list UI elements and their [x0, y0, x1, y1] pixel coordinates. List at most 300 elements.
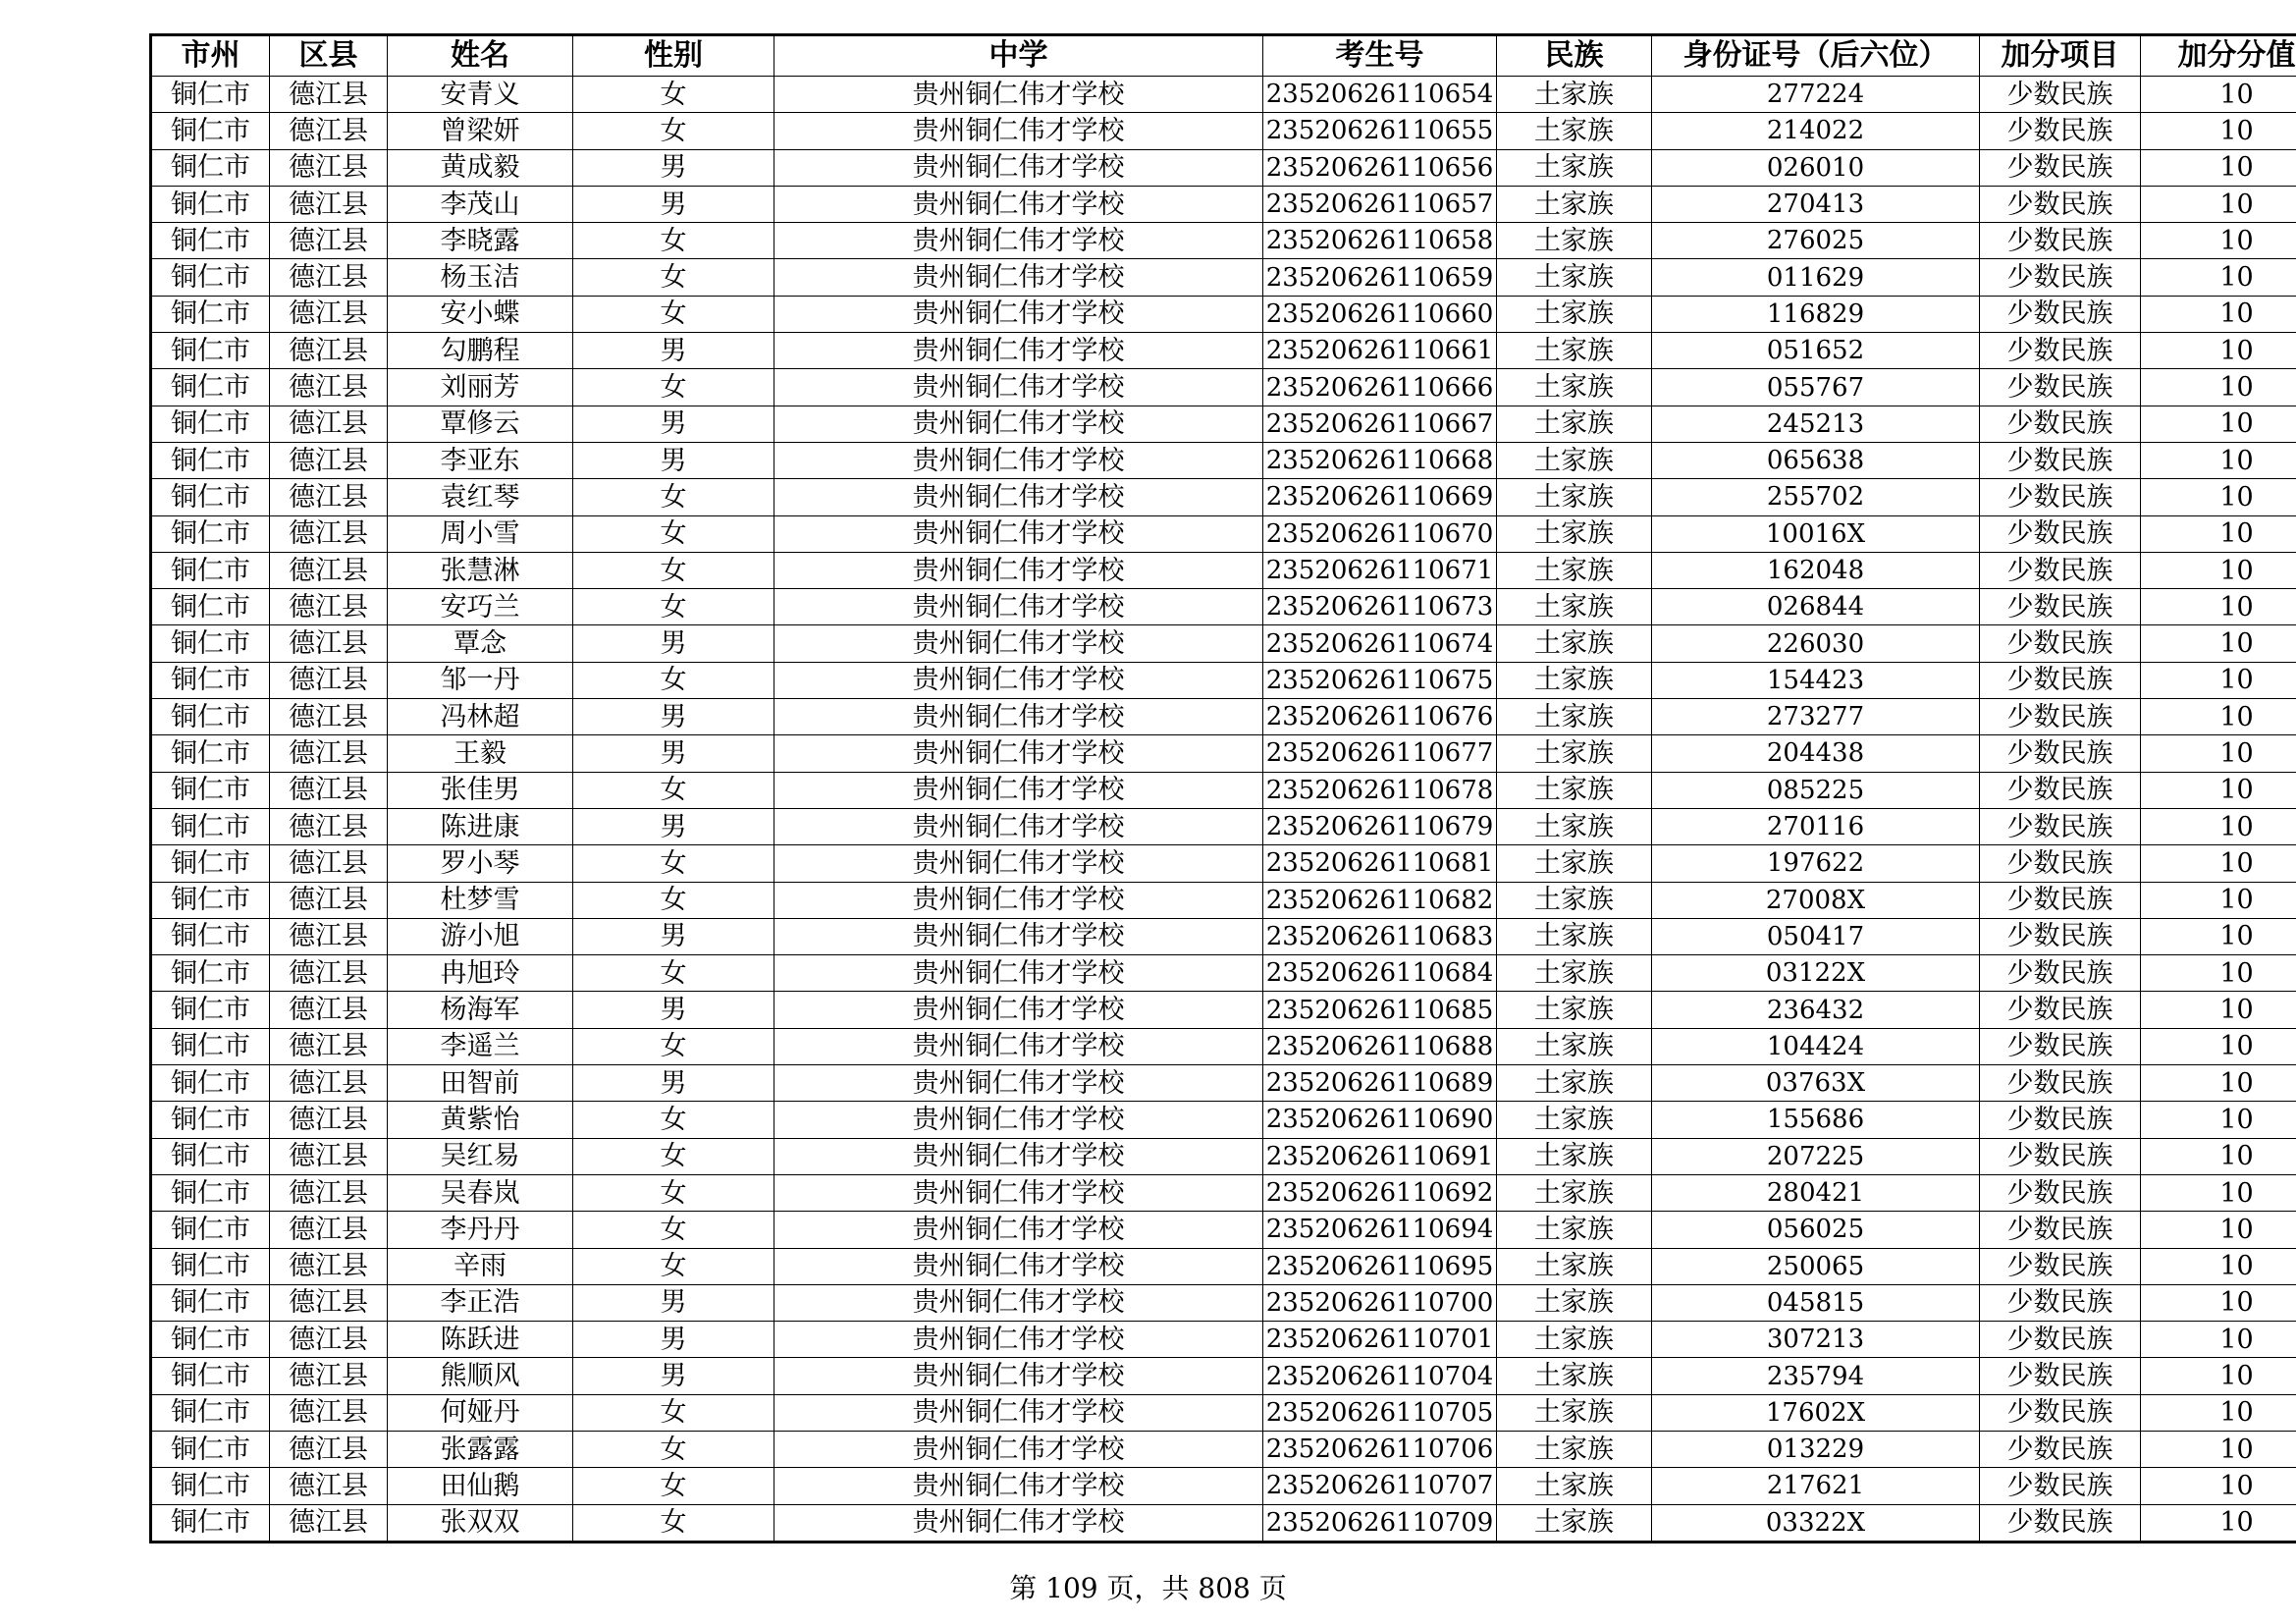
exam-number-cell: 23520626110658 [1263, 223, 1497, 259]
gender-cell: 男 [573, 1065, 774, 1102]
column-header-name: 姓名 [388, 35, 573, 77]
city-cell: 铜仁市 [151, 369, 270, 406]
gender-cell: 女 [573, 1468, 774, 1504]
city-cell: 铜仁市 [151, 662, 270, 698]
county-cell: 德江县 [270, 479, 388, 515]
id-suffix-cell: 250065 [1652, 1248, 1980, 1284]
school-cell: 贵州铜仁伟才学校 [774, 589, 1263, 625]
county-cell: 德江县 [270, 259, 388, 296]
table-row [151, 149, 2296, 186]
id-suffix-cell: 236432 [1652, 992, 1980, 1028]
county-cell: 德江县 [270, 1431, 388, 1467]
bonus-value-cell: 10 [2141, 552, 2296, 588]
gender-cell: 女 [573, 369, 774, 406]
name-cell: 田仙鹅 [388, 1468, 573, 1504]
table-row [151, 1394, 2296, 1431]
ethnicity-cell: 土家族 [1497, 1284, 1652, 1321]
bonus-points-table [149, 33, 2296, 1543]
county-cell: 德江县 [270, 333, 388, 369]
county-cell: 德江县 [270, 1248, 388, 1284]
table-row [151, 882, 2296, 918]
bonus-item-cell: 少数民族 [1980, 882, 2141, 918]
gender-cell: 女 [573, 113, 774, 149]
bonus-item-cell: 少数民族 [1980, 223, 2141, 259]
exam-number-cell: 23520626110655 [1263, 113, 1497, 149]
bonus-value-cell: 10 [2141, 992, 2296, 1028]
table-row [151, 1174, 2296, 1211]
county-cell: 德江县 [270, 552, 388, 588]
gender-cell: 女 [573, 955, 774, 992]
id-suffix-cell: 277224 [1652, 77, 1980, 113]
school-cell: 贵州铜仁伟才学校 [774, 882, 1263, 918]
bonus-value-cell: 10 [2141, 1174, 2296, 1211]
bonus-item-cell: 少数民族 [1980, 296, 2141, 332]
county-cell: 德江县 [270, 1284, 388, 1321]
id-suffix-cell: 155686 [1652, 1102, 1980, 1138]
bonus-item-cell: 少数民族 [1980, 735, 2141, 772]
gender-cell: 女 [573, 882, 774, 918]
gender-cell: 女 [573, 845, 774, 882]
school-cell: 贵州铜仁伟才学校 [774, 333, 1263, 369]
name-cell: 游小旭 [388, 918, 573, 954]
county-cell: 德江县 [270, 735, 388, 772]
city-cell: 铜仁市 [151, 113, 270, 149]
ethnicity-cell: 土家族 [1497, 808, 1652, 844]
school-cell: 贵州铜仁伟才学校 [774, 992, 1263, 1028]
name-cell: 罗小琴 [388, 845, 573, 882]
gender-cell: 女 [573, 1138, 774, 1174]
name-cell: 安小蝶 [388, 296, 573, 332]
city-cell: 铜仁市 [151, 625, 270, 662]
school-cell: 贵州铜仁伟才学校 [774, 77, 1263, 113]
exam-number-cell: 23520626110681 [1263, 845, 1497, 882]
bonus-value-cell: 10 [2141, 1065, 2296, 1102]
gender-cell: 男 [573, 333, 774, 369]
exam-number-cell: 23520626110677 [1263, 735, 1497, 772]
id-suffix-cell: 10016X [1652, 515, 1980, 552]
gender-cell: 女 [573, 1431, 774, 1467]
gender-cell: 女 [573, 296, 774, 332]
table-row [151, 1284, 2296, 1321]
gender-cell: 男 [573, 625, 774, 662]
county-cell: 德江县 [270, 369, 388, 406]
school-cell: 贵州铜仁伟才学校 [774, 1284, 1263, 1321]
id-suffix-cell: 280421 [1652, 1174, 1980, 1211]
table-row [151, 699, 2296, 735]
id-suffix-cell: 104424 [1652, 1028, 1980, 1064]
bonus-item-cell: 少数民族 [1980, 259, 2141, 296]
city-cell: 铜仁市 [151, 406, 270, 442]
city-cell: 铜仁市 [151, 552, 270, 588]
bonus-item-cell: 少数民族 [1980, 1028, 2141, 1064]
bonus-value-cell: 10 [2141, 149, 2296, 186]
ethnicity-cell: 土家族 [1497, 1174, 1652, 1211]
table-row [151, 662, 2296, 698]
exam-number-cell: 23520626110691 [1263, 1138, 1497, 1174]
school-cell: 贵州铜仁伟才学校 [774, 1212, 1263, 1248]
exam-number-cell: 23520626110707 [1263, 1468, 1497, 1504]
name-cell: 刘丽芳 [388, 369, 573, 406]
bonus-value-cell: 10 [2141, 955, 2296, 992]
table-row [151, 113, 2296, 149]
bonus-value-cell: 10 [2141, 1248, 2296, 1284]
bonus-item-cell: 少数民族 [1980, 113, 2141, 149]
name-cell: 陈跃进 [388, 1322, 573, 1358]
bonus-item-cell: 少数民族 [1980, 1394, 2141, 1431]
school-cell: 贵州铜仁伟才学校 [774, 1468, 1263, 1504]
table-row [151, 442, 2296, 478]
exam-number-cell: 23520626110684 [1263, 955, 1497, 992]
exam-number-cell: 23520626110676 [1263, 699, 1497, 735]
name-cell: 李亚东 [388, 442, 573, 478]
county-cell: 德江县 [270, 1065, 388, 1102]
table-row [151, 918, 2296, 954]
exam-number-cell: 23520626110701 [1263, 1322, 1497, 1358]
table-row [151, 1212, 2296, 1248]
bonus-item-cell: 少数民族 [1980, 406, 2141, 442]
school-cell: 贵州铜仁伟才学校 [774, 699, 1263, 735]
exam-number-cell: 23520626110705 [1263, 1394, 1497, 1431]
county-cell: 德江县 [270, 918, 388, 954]
id-suffix-cell: 217621 [1652, 1468, 1980, 1504]
exam-number-cell: 23520626110682 [1263, 882, 1497, 918]
name-cell: 辛雨 [388, 1248, 573, 1284]
school-cell: 贵州铜仁伟才学校 [774, 735, 1263, 772]
gender-cell: 女 [573, 772, 774, 808]
table-row [151, 808, 2296, 844]
ethnicity-cell: 土家族 [1497, 186, 1652, 222]
school-cell: 贵州铜仁伟才学校 [774, 1138, 1263, 1174]
ethnicity-cell: 土家族 [1497, 1028, 1652, 1064]
bonus-value-cell: 10 [2141, 333, 2296, 369]
name-cell: 吴红易 [388, 1138, 573, 1174]
bonus-value-cell: 10 [2141, 1358, 2296, 1394]
name-cell: 李茂山 [388, 186, 573, 222]
id-suffix-cell: 270116 [1652, 808, 1980, 844]
id-suffix-cell: 045815 [1652, 1284, 1980, 1321]
name-cell: 勾鹏程 [388, 333, 573, 369]
exam-number-cell: 23520626110679 [1263, 808, 1497, 844]
bonus-value-cell: 10 [2141, 1394, 2296, 1431]
bonus-item-cell: 少数民族 [1980, 1212, 2141, 1248]
name-cell: 张慧淋 [388, 552, 573, 588]
city-cell: 铜仁市 [151, 955, 270, 992]
table-row [151, 333, 2296, 369]
bonus-value-cell: 10 [2141, 662, 2296, 698]
table-row [151, 1102, 2296, 1138]
bonus-value-cell: 10 [2141, 186, 2296, 222]
name-cell: 张双双 [388, 1504, 573, 1542]
table-row [151, 552, 2296, 588]
ethnicity-cell: 土家族 [1497, 1431, 1652, 1467]
id-suffix-cell: 27008X [1652, 882, 1980, 918]
school-cell: 贵州铜仁伟才学校 [774, 479, 1263, 515]
ethnicity-cell: 土家族 [1497, 1394, 1652, 1431]
school-cell: 贵州铜仁伟才学校 [774, 369, 1263, 406]
ethnicity-cell: 土家族 [1497, 589, 1652, 625]
school-cell: 贵州铜仁伟才学校 [774, 259, 1263, 296]
school-cell: 贵州铜仁伟才学校 [774, 808, 1263, 844]
bonus-item-cell: 少数民族 [1980, 1065, 2141, 1102]
bonus-item-cell: 少数民族 [1980, 918, 2141, 954]
bonus-item-cell: 少数民族 [1980, 699, 2141, 735]
city-cell: 铜仁市 [151, 1284, 270, 1321]
ethnicity-cell: 土家族 [1497, 77, 1652, 113]
school-cell: 贵州铜仁伟才学校 [774, 296, 1263, 332]
county-cell: 德江县 [270, 186, 388, 222]
school-cell: 贵州铜仁伟才学校 [774, 1102, 1263, 1138]
name-cell: 曾梁妍 [388, 113, 573, 149]
bonus-item-cell: 少数民族 [1980, 1504, 2141, 1542]
school-cell: 贵州铜仁伟才学校 [774, 625, 1263, 662]
name-cell: 张露露 [388, 1431, 573, 1467]
county-cell: 德江县 [270, 223, 388, 259]
table-row [151, 296, 2296, 332]
bonus-item-cell: 少数民族 [1980, 515, 2141, 552]
county-cell: 德江县 [270, 992, 388, 1028]
table-row [151, 186, 2296, 222]
name-cell: 袁红琴 [388, 479, 573, 515]
name-cell: 杨玉洁 [388, 259, 573, 296]
bonus-item-cell: 少数民族 [1980, 992, 2141, 1028]
gender-cell: 女 [573, 1248, 774, 1284]
ethnicity-cell: 土家族 [1497, 1065, 1652, 1102]
id-suffix-cell: 050417 [1652, 918, 1980, 954]
bonus-item-cell: 少数民族 [1980, 662, 2141, 698]
city-cell: 铜仁市 [151, 1322, 270, 1358]
gender-cell: 女 [573, 1504, 774, 1542]
column-header-exam-number: 考生号 [1263, 35, 1497, 77]
ethnicity-cell: 土家族 [1497, 735, 1652, 772]
city-cell: 铜仁市 [151, 992, 270, 1028]
exam-number-cell: 23520626110660 [1263, 296, 1497, 332]
bonus-value-cell: 10 [2141, 296, 2296, 332]
name-cell: 杜梦雪 [388, 882, 573, 918]
name-cell: 冯林超 [388, 699, 573, 735]
bonus-value-cell: 10 [2141, 113, 2296, 149]
gender-cell: 男 [573, 735, 774, 772]
name-cell: 黄成毅 [388, 149, 573, 186]
school-cell: 贵州铜仁伟才学校 [774, 186, 1263, 222]
county-cell: 德江县 [270, 77, 388, 113]
ethnicity-cell: 土家族 [1497, 1248, 1652, 1284]
table-row [151, 479, 2296, 515]
id-suffix-cell: 197622 [1652, 845, 1980, 882]
exam-number-cell: 23520626110685 [1263, 992, 1497, 1028]
city-cell: 铜仁市 [151, 515, 270, 552]
name-cell: 李正浩 [388, 1284, 573, 1321]
bonus-item-cell: 少数民族 [1980, 1284, 2141, 1321]
id-suffix-cell: 204438 [1652, 735, 1980, 772]
ethnicity-cell: 土家族 [1497, 442, 1652, 478]
column-header-school: 中学 [774, 35, 1263, 77]
bonus-item-cell: 少数民族 [1980, 149, 2141, 186]
exam-number-cell: 23520626110695 [1263, 1248, 1497, 1284]
table-row [151, 992, 2296, 1028]
bonus-value-cell: 10 [2141, 589, 2296, 625]
county-cell: 德江县 [270, 1468, 388, 1504]
table-row [151, 955, 2296, 992]
name-cell: 黄紫怡 [388, 1102, 573, 1138]
id-suffix-cell: 245213 [1652, 406, 1980, 442]
bonus-value-cell: 10 [2141, 223, 2296, 259]
bonus-value-cell: 10 [2141, 369, 2296, 406]
city-cell: 铜仁市 [151, 1394, 270, 1431]
bonus-item-cell: 少数民族 [1980, 1358, 2141, 1394]
city-cell: 铜仁市 [151, 845, 270, 882]
name-cell: 王毅 [388, 735, 573, 772]
exam-number-cell: 23520626110690 [1263, 1102, 1497, 1138]
table-row [151, 625, 2296, 662]
exam-number-cell: 23520626110694 [1263, 1212, 1497, 1248]
ethnicity-cell: 土家族 [1497, 1212, 1652, 1248]
bonus-value-cell: 10 [2141, 1504, 2296, 1542]
school-cell: 贵州铜仁伟才学校 [774, 662, 1263, 698]
page-number-footer: 第 109 页，共 808 页 [1009, 1572, 1287, 1604]
id-suffix-cell: 154423 [1652, 662, 1980, 698]
exam-number-cell: 23520626110688 [1263, 1028, 1497, 1064]
column-header-county: 区县 [270, 35, 388, 77]
ethnicity-cell: 土家族 [1497, 1138, 1652, 1174]
id-suffix-cell: 03322X [1652, 1504, 1980, 1542]
county-cell: 德江县 [270, 1394, 388, 1431]
column-header-id-suffix: 身份证号（后六位） [1652, 35, 1980, 77]
gender-cell: 女 [573, 223, 774, 259]
ethnicity-cell: 土家族 [1497, 955, 1652, 992]
county-cell: 德江县 [270, 699, 388, 735]
ethnicity-cell: 土家族 [1497, 845, 1652, 882]
city-cell: 铜仁市 [151, 149, 270, 186]
gender-cell: 男 [573, 1322, 774, 1358]
name-cell: 李遥兰 [388, 1028, 573, 1064]
bonus-value-cell: 10 [2141, 1284, 2296, 1321]
bonus-value-cell: 10 [2141, 1468, 2296, 1504]
school-cell: 贵州铜仁伟才学校 [774, 515, 1263, 552]
gender-cell: 男 [573, 406, 774, 442]
exam-number-cell: 23520626110692 [1263, 1174, 1497, 1211]
ethnicity-cell: 土家族 [1497, 149, 1652, 186]
city-cell: 铜仁市 [151, 1174, 270, 1211]
exam-number-cell: 23520626110674 [1263, 625, 1497, 662]
id-suffix-cell: 013229 [1652, 1431, 1980, 1467]
gender-cell: 女 [573, 662, 774, 698]
table-row [151, 1138, 2296, 1174]
bonus-item-cell: 少数民族 [1980, 625, 2141, 662]
column-header-bonus-item: 加分项目 [1980, 35, 2141, 77]
gender-cell: 女 [573, 259, 774, 296]
name-cell: 安青义 [388, 77, 573, 113]
table-row [151, 1504, 2296, 1542]
id-suffix-cell: 270413 [1652, 186, 1980, 222]
ethnicity-cell: 土家族 [1497, 772, 1652, 808]
id-suffix-cell: 03122X [1652, 955, 1980, 992]
exam-number-cell: 23520626110678 [1263, 772, 1497, 808]
ethnicity-cell: 土家族 [1497, 113, 1652, 149]
county-cell: 德江县 [270, 442, 388, 478]
bonus-value-cell: 10 [2141, 918, 2296, 954]
bonus-value-cell: 10 [2141, 442, 2296, 478]
bonus-item-cell: 少数民族 [1980, 1431, 2141, 1467]
id-suffix-cell: 307213 [1652, 1322, 1980, 1358]
id-suffix-cell: 214022 [1652, 113, 1980, 149]
id-suffix-cell: 276025 [1652, 223, 1980, 259]
bonus-value-cell: 10 [2141, 1431, 2296, 1467]
exam-number-cell: 23520626110673 [1263, 589, 1497, 625]
id-suffix-cell: 162048 [1652, 552, 1980, 588]
header-row [151, 35, 2296, 77]
county-cell: 德江县 [270, 625, 388, 662]
table-row [151, 1431, 2296, 1467]
bonus-value-cell: 10 [2141, 77, 2296, 113]
school-cell: 贵州铜仁伟才学校 [774, 1028, 1263, 1064]
bonus-value-cell: 10 [2141, 625, 2296, 662]
ethnicity-cell: 土家族 [1497, 515, 1652, 552]
city-cell: 铜仁市 [151, 1028, 270, 1064]
id-suffix-cell: 226030 [1652, 625, 1980, 662]
table-row [151, 1322, 2296, 1358]
bonus-value-cell: 10 [2141, 845, 2296, 882]
id-suffix-cell: 026010 [1652, 149, 1980, 186]
school-cell: 贵州铜仁伟才学校 [774, 1394, 1263, 1431]
id-suffix-cell: 026844 [1652, 589, 1980, 625]
school-cell: 贵州铜仁伟才学校 [774, 918, 1263, 954]
id-suffix-cell: 273277 [1652, 699, 1980, 735]
table-row [151, 369, 2296, 406]
city-cell: 铜仁市 [151, 1102, 270, 1138]
gender-cell: 女 [573, 1102, 774, 1138]
ethnicity-cell: 土家族 [1497, 259, 1652, 296]
city-cell: 铜仁市 [151, 479, 270, 515]
id-suffix-cell: 055767 [1652, 369, 1980, 406]
exam-number-cell: 23520626110675 [1263, 662, 1497, 698]
exam-number-cell: 23520626110657 [1263, 186, 1497, 222]
bonus-item-cell: 少数民族 [1980, 479, 2141, 515]
city-cell: 铜仁市 [151, 589, 270, 625]
exam-number-cell: 23520626110670 [1263, 515, 1497, 552]
bonus-item-cell: 少数民族 [1980, 77, 2141, 113]
gender-cell: 女 [573, 1212, 774, 1248]
city-cell: 铜仁市 [151, 808, 270, 844]
city-cell: 铜仁市 [151, 186, 270, 222]
county-cell: 德江县 [270, 1138, 388, 1174]
ethnicity-cell: 土家族 [1497, 333, 1652, 369]
school-cell: 贵州铜仁伟才学校 [774, 845, 1263, 882]
bonus-item-cell: 少数民族 [1980, 552, 2141, 588]
name-cell: 吴春岚 [388, 1174, 573, 1211]
ethnicity-cell: 土家族 [1497, 662, 1652, 698]
county-cell: 德江县 [270, 662, 388, 698]
school-cell: 贵州铜仁伟才学校 [774, 1431, 1263, 1467]
id-suffix-cell: 235794 [1652, 1358, 1980, 1394]
exam-number-cell: 23520626110683 [1263, 918, 1497, 954]
ethnicity-cell: 土家族 [1497, 1504, 1652, 1542]
county-cell: 德江县 [270, 845, 388, 882]
county-cell: 德江县 [270, 808, 388, 844]
exam-number-cell: 23520626110671 [1263, 552, 1497, 588]
city-cell: 铜仁市 [151, 735, 270, 772]
column-header-ethnicity: 民族 [1497, 35, 1652, 77]
name-cell: 熊顺风 [388, 1358, 573, 1394]
city-cell: 铜仁市 [151, 1138, 270, 1174]
bonus-item-cell: 少数民族 [1980, 1322, 2141, 1358]
bonus-value-cell: 10 [2141, 699, 2296, 735]
name-cell: 邹一丹 [388, 662, 573, 698]
bonus-item-cell: 少数民族 [1980, 442, 2141, 478]
ethnicity-cell: 土家族 [1497, 479, 1652, 515]
city-cell: 铜仁市 [151, 699, 270, 735]
bonus-item-cell: 少数民族 [1980, 1248, 2141, 1284]
name-cell: 冉旭玲 [388, 955, 573, 992]
